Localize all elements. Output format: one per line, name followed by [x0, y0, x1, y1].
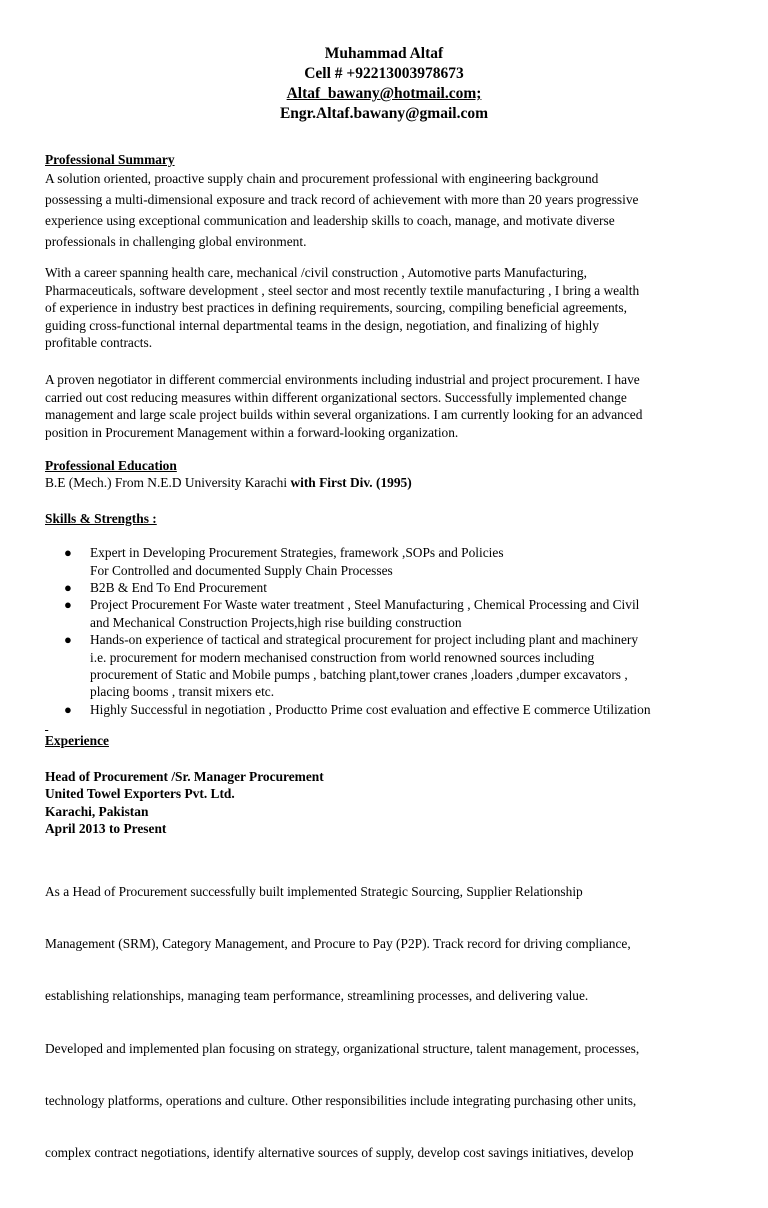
job-position: Head of Procurement /Sr. Manager Procurement — [45, 768, 324, 784]
text-line: placing booms , transit mixers etc. — [90, 684, 275, 700]
degree-division: with First Div. (1995) — [290, 475, 412, 491]
text-line: of experience in industry best practices in defining requirements, sourcing, compiling beneficial agreements, — [45, 300, 627, 316]
text-line: Project Procurement For Waste water treatment , Steel Manufacturing , Chemical Processing and Civil — [90, 597, 640, 613]
text-line: procurement of Static and Mobile pumps , batching plant,tower cranes ,loaders ,dumper excavators , — [90, 667, 628, 683]
text-line: B2B & End To End Procurement — [90, 580, 267, 596]
bullet-icon: ● — [64, 545, 72, 561]
email-link-hotmail[interactable]: Altaf_bawany@hotmail.com; — [286, 85, 482, 102]
text-line: carried out cost reducing measures within different organizational sectors. Successfully implemented change — [45, 389, 627, 405]
summary-paragraph-3 — [45, 371, 725, 441]
text-line: position in Procurement Management within a forward-looking organization. — [45, 424, 459, 440]
text-line: Hands-on experience of tactical and strategical procurement for project including plant and machinery — [90, 632, 639, 648]
phone-number: Cell # +92213003978673 — [304, 65, 464, 82]
text-line: guiding cross-functional internal departmental teams in the design, negotiation, and finalizing of highly — [45, 317, 600, 333]
summary-paragraph-2 — [45, 264, 725, 351]
text-line: A proven negotiator in different commercial environments including industrial and project procurement. I have — [45, 372, 640, 388]
text-line: Highly Successful in negotiation , Productto Prime cost evaluation and effective E commerce Utilization — [90, 701, 651, 717]
text-line: As a Head of Procurement successfully built implemented Strategic Sourcing, Supplier Relationship — [45, 883, 583, 899]
text-line: Developed and implemented plan focusing on strategy, organizational structure, talent management, processes, — [45, 1040, 640, 1056]
text-line: Expert in Developing Procurement Strategies, framework ,SOPs and Policies — [90, 545, 504, 561]
skills-list — [45, 544, 725, 718]
degree-text: B.E (Mech.) From N.E.D University Karachi — [45, 475, 291, 491]
list-item — [64, 631, 725, 701]
contact-header — [0, 44, 768, 124]
education-entry — [45, 474, 725, 491]
list-item — [64, 579, 725, 596]
text-line: complex contract negotiations, identify alternative sources of supply, develop cost savings initiatives, develop — [45, 1144, 634, 1160]
bullet-icon: ● — [64, 701, 72, 717]
text-line: For Controlled and documented Supply Chain Processes — [90, 562, 393, 578]
text-line: A solution oriented, proactive supply chain and procurement professional with engineering background — [45, 171, 599, 187]
education-heading: Professional Education — [45, 458, 177, 474]
text-line: experience using exceptional communication and leadership skills to coach, manage, and motivate diverse — [45, 213, 615, 229]
bullet-icon: ● — [64, 597, 72, 613]
text-line: profitable contracts. — [45, 335, 153, 351]
text-line: Management (SRM), Category Management, and Procure to Pay (P2P). Track record for driving compliance, — [45, 936, 631, 952]
list-item — [64, 544, 725, 579]
text-line: technology platforms, operations and culture. Other responsibilities include integrating purchasing other units, — [45, 1092, 637, 1108]
job-company: United Towel Exporters Pvt. Ltd. — [45, 786, 235, 802]
text-line: Pharmaceuticals, software development , steel sector and most recently textile manufacturing , I bring a wealth — [45, 282, 640, 298]
list-item — [64, 701, 725, 718]
text-line: i.e. procurement for modern mechanised construction from world renowned sources including — [90, 649, 595, 665]
bullet-icon: ● — [64, 580, 72, 596]
job-period: April 2013 to Present — [45, 821, 167, 837]
job-header — [45, 768, 725, 838]
email-gmail: Engr.Altaf.bawany@gmail.com — [279, 105, 489, 122]
text-line: possessing a multi-dimensional exposure and track record of achievement with more than 20 years progressive — [45, 192, 639, 208]
job-location: Karachi, Pakistan — [45, 803, 149, 819]
text-line: and Mechanical Construction Projects,high rise building construction — [90, 614, 462, 630]
experience-heading: Experience — [45, 733, 109, 749]
candidate-name: Muhammad Altaf — [324, 45, 444, 62]
resume-body — [45, 151, 725, 1208]
job-description — [45, 848, 725, 1196]
list-item — [64, 596, 725, 631]
text-line: With a career spanning health care, mechanical /civil construction , Automotive parts Manufacturing, — [45, 265, 587, 281]
summary-paragraph-1 — [45, 168, 725, 252]
summary-heading: Professional Summary — [45, 152, 175, 167]
text-line: professionals in challenging global environment. — [45, 234, 307, 250]
skills-heading: Skills & Strengths : — [45, 510, 157, 526]
bullet-icon: ● — [64, 632, 72, 648]
underline-mark — [45, 718, 725, 732]
text-line: establishing relationships, managing team performance, streamlining processes, and delivering value. — [45, 988, 589, 1004]
text-line: management and large scale project builds within several organizations. I am currently looking for an advanced — [45, 407, 643, 423]
